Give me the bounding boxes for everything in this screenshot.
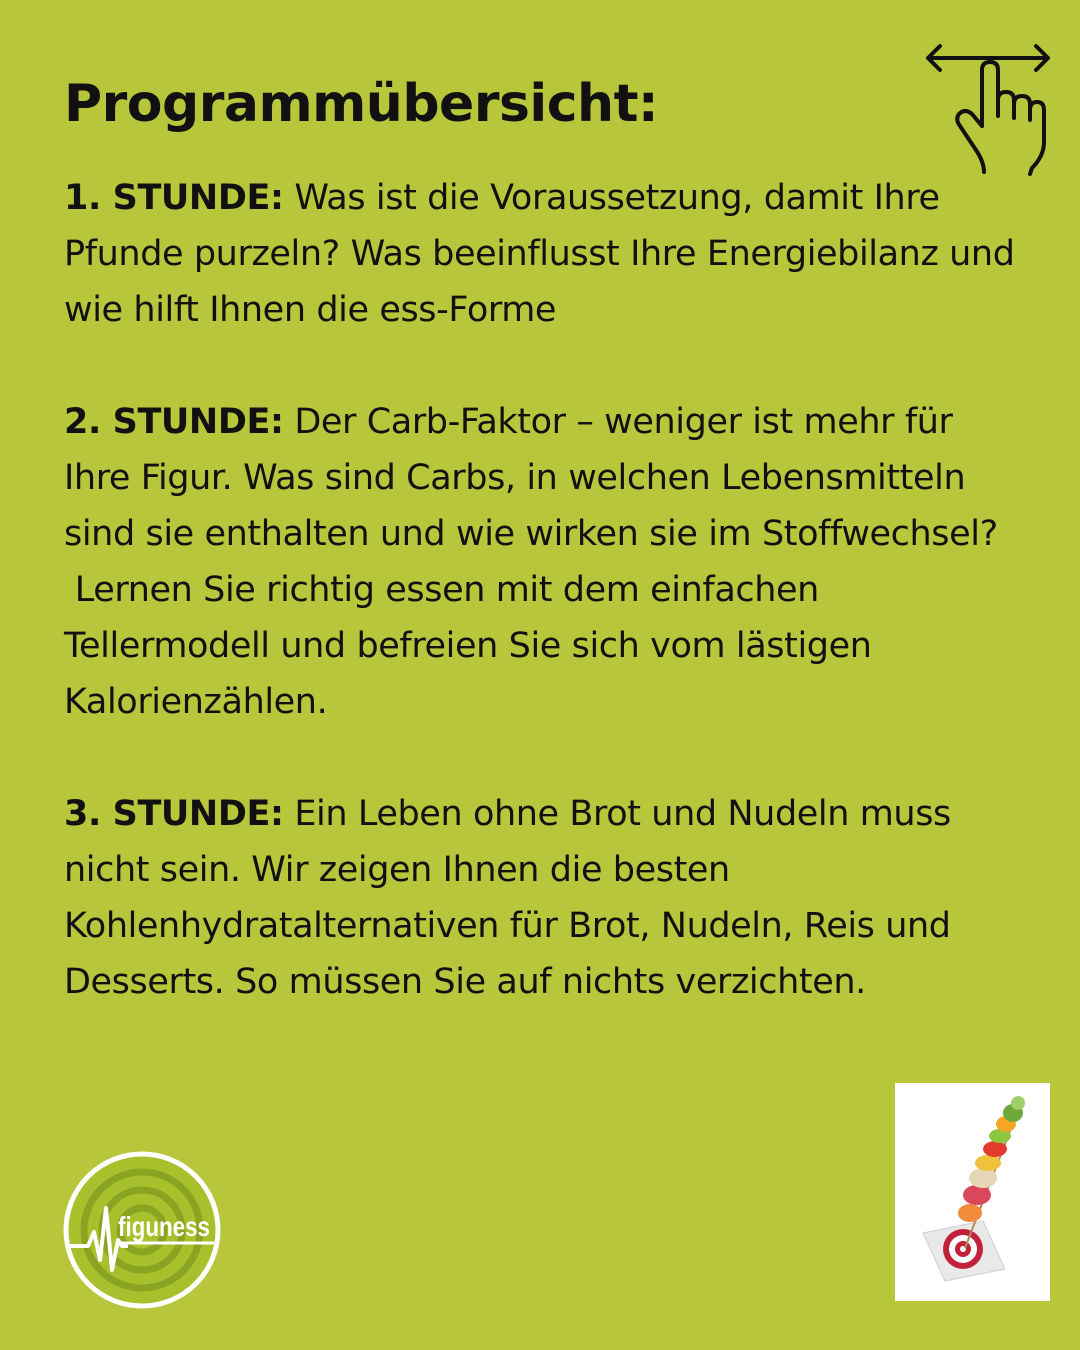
session-2-text: Der Carb-Faktor – weniger ist mehr für Ihre Figur. Was sind Carbs, in welchen Lebensmitteln sind sie enthalten und wie wirken sie im Stoffwechsel? (64, 402, 998, 554)
session-1-label: 1. STUNDE: (64, 178, 284, 218)
session-2-extra-content: Lernen Sie richtig essen mit dem einfachen Tellermodell und befreien Sie sich vom lästigen Kalorienzählen. (64, 570, 872, 722)
session-2 (64, 394, 1024, 730)
page-title: Programmübersicht: (64, 74, 659, 134)
program-content (64, 170, 1024, 1066)
session-2-extra-text (64, 562, 1024, 730)
swipe-hand-icon (920, 38, 1055, 178)
figuness-logo (62, 1150, 222, 1310)
session-1 (64, 170, 1024, 338)
session-3 (64, 786, 1024, 1010)
session-3-text: Ein Leben ohne Brot und Nudeln muss nicht sein. Wir zeigen Ihnen die besten Kohlenhydratalternativen für Brot, Nudeln, Reis und Desserts. So müssen Sie auf nichts verzichten. (64, 794, 951, 1002)
food-skewer-image (895, 1083, 1050, 1301)
session-2-label: 2. STUNDE: (64, 402, 284, 442)
session-3-label: 3. STUNDE: (64, 794, 284, 834)
session-1-text: Was ist die Voraussetzung, damit Ihre Pfunde purzeln? Was beeinflusst Ihre Energiebilanz und wie hilft Ihnen die ess-Forme (64, 178, 1015, 330)
logo-text: figuness (118, 1211, 210, 1242)
